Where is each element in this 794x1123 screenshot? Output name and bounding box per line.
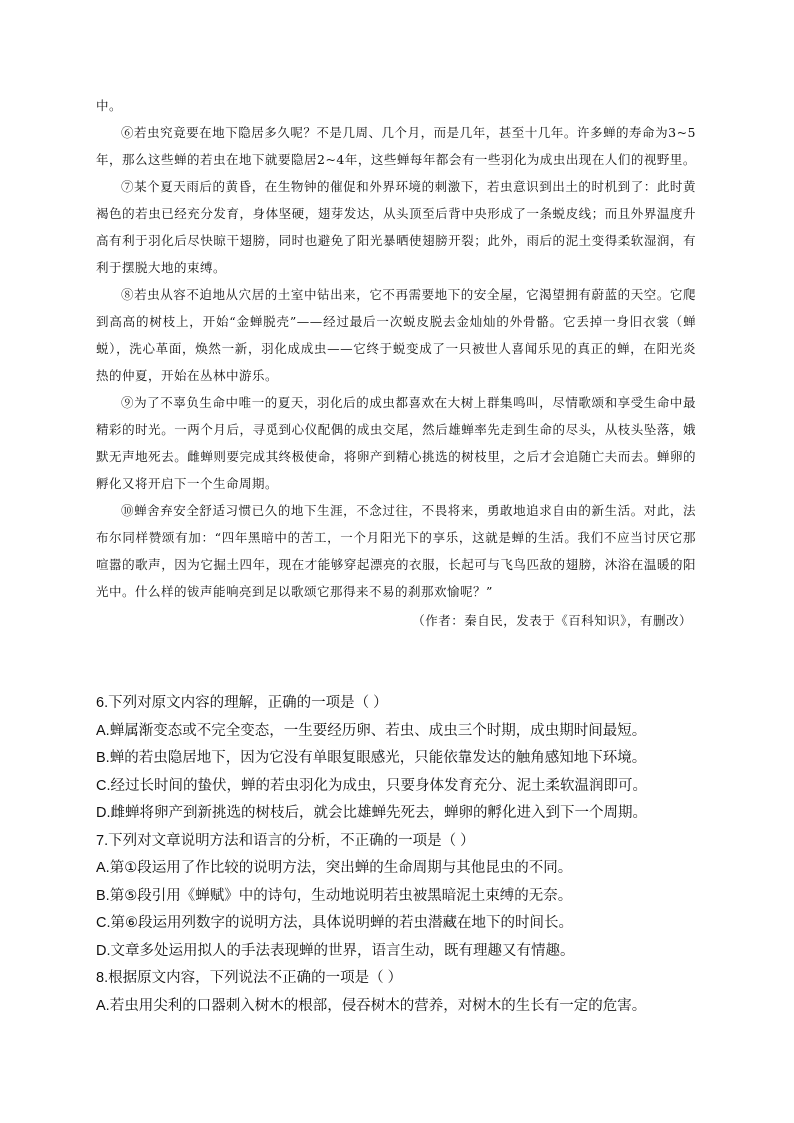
passage-paragraph-8: ⑧若虫从容不迫地从穴居的土室中钻出来，它不再需要地下的安全屋，它渴望拥有蔚蓝的天空。它爬到高高的树枝上，开始“金蝉脱壳”——经过最后一次蜕皮脱去金灿灿的外骨骼。它丢掉一身旧衣裳（蝉蜕），洗心革面，焕然一新，羽化成成虫——它终于蜕变成了一只被世人喜闻乐见的真正的蝉，在阳光炎热的仲夏，开始在丛林中游乐。 [96,287,696,383]
question-8 [96,965,716,1020]
passage-paragraph-9: ⑨为了不辜负生命中唯一的夏天，羽化后的成虫都喜欢在大树上群集鸣叫，尽情歌颂和享受生命中最精彩的时光。一两个月后，寻觅到心仪配偶的成虫交尾，然后雄蝉率先走到生命的尽头，从枝头坠落，娥默无声地死去。雌蝉则要完成其终极使命，将卵产到精心挑选的树枝里，之后才会追随亡夫而去。蝉卵的孵化又将开启下一个生命周期。 [96,395,696,491]
question-stem: 6.下列对原文内容的理解，正确的一项是（ ） [96,695,388,711]
option-b: B.蝉的若虫隐居地下，因为它没有单眼复眼感光，只能依靠发达的触角感知地下环境。 [96,750,647,766]
passage-paragraph-7: ⑦某个夏天雨后的黄昏，在生物钟的催促和外界环境的刺激下，若虫意识到出土的时机到了：此时黄褐色的若虫已经充分发育，身体坚硬，翅芽发达，从头顶至后背中央形成了一条蜕皮线；而且外界温度升高有利于羽化后尽快晾干翅膀，同时也避免了阳光暴晒使翅膀开裂；此外，雨后的泥土变得柔软湿润，有利于摆脱大地的束缚。 [96,179,696,275]
option-d: D.雌蝉将卵产到新挑选的树枝后，就会比雄蝉先死去，蝉卵的孵化进入到下一个周期。 [96,805,647,821]
question-7 [96,828,716,966]
passage-source: （作者：秦自民，发表于《百科知识》，有删改） [412,613,692,628]
option-d: D.文章多处运用拟人的手法表现蝉的世界，语言生动，既有理趣又有情趣。 [96,942,575,959]
option-a: A.若虫用尖利的口器刺入树木的根部，侵吞树木的营养，对树木的生长有一定的危害。 [96,997,647,1014]
question-stem: 7.下列对文章说明方法和语言的分析，不正确的一项是（ ） [96,832,475,849]
question-section [96,690,716,1020]
question-6 [96,690,716,828]
option-b: B.第⑤段引用《蝉赋》中的诗句，生动地说明若虫被黑暗泥土束缚的无奈。 [96,887,573,904]
reading-passage [96,92,696,634]
option-c: C.经过长时间的蛰伏，蝉的若虫羽化为成虫，只要身体发育充分、泥土柔软温润即可。 [96,777,647,794]
passage-paragraph-continuation: 中。 [96,98,123,113]
option-a: A.蝉属渐变态或不完全变态，一生要经历卵、若虫、成虫三个时期，成虫期时间最短。 [96,722,647,739]
question-stem: 8.根据原文内容，下列说法不正确的一项是（ ） [96,970,403,986]
option-a: A.第①段运用了作比较的说明方法，突出蝉的生命周期与其他昆虫的不同。 [96,860,573,876]
option-c: C.第⑥段运用列数字的说明方法，具体说明蝉的若虫潜藏在地下的时间长。 [96,915,573,931]
passage-paragraph-6: ⑥若虫究竟要在地下隐居多久呢？不是几周、几个月，而是几年，甚至十几年。许多蝉的寿命为3~5年，那么这些蝉的若虫在地下就要隐居2~4年，这些蝉每年都会有一些羽化为成虫出现在人们的视野里。 [96,125,696,167]
passage-paragraph-10: ⑩蝉舍弃安全舒适习惯已久的地下生涯，不念过往，不畏将来，勇敢地追求自由的新生活。对此，法布尔同样赞颂有加：“四年黑暗中的苦工，一个月阳光下的享乐，这就是蝉的生活。我们不应当讨厌它那喧嚣的歌声，因为它掘土四年，现在才能够穿起漂亮的衣服，长起可与飞鸟匹敌的翅膀，沐浴在温暖的阳光中。什么样的钹声能响亮到足以歌颂它那得来不易的刹那欢愉呢？” [96,503,696,599]
